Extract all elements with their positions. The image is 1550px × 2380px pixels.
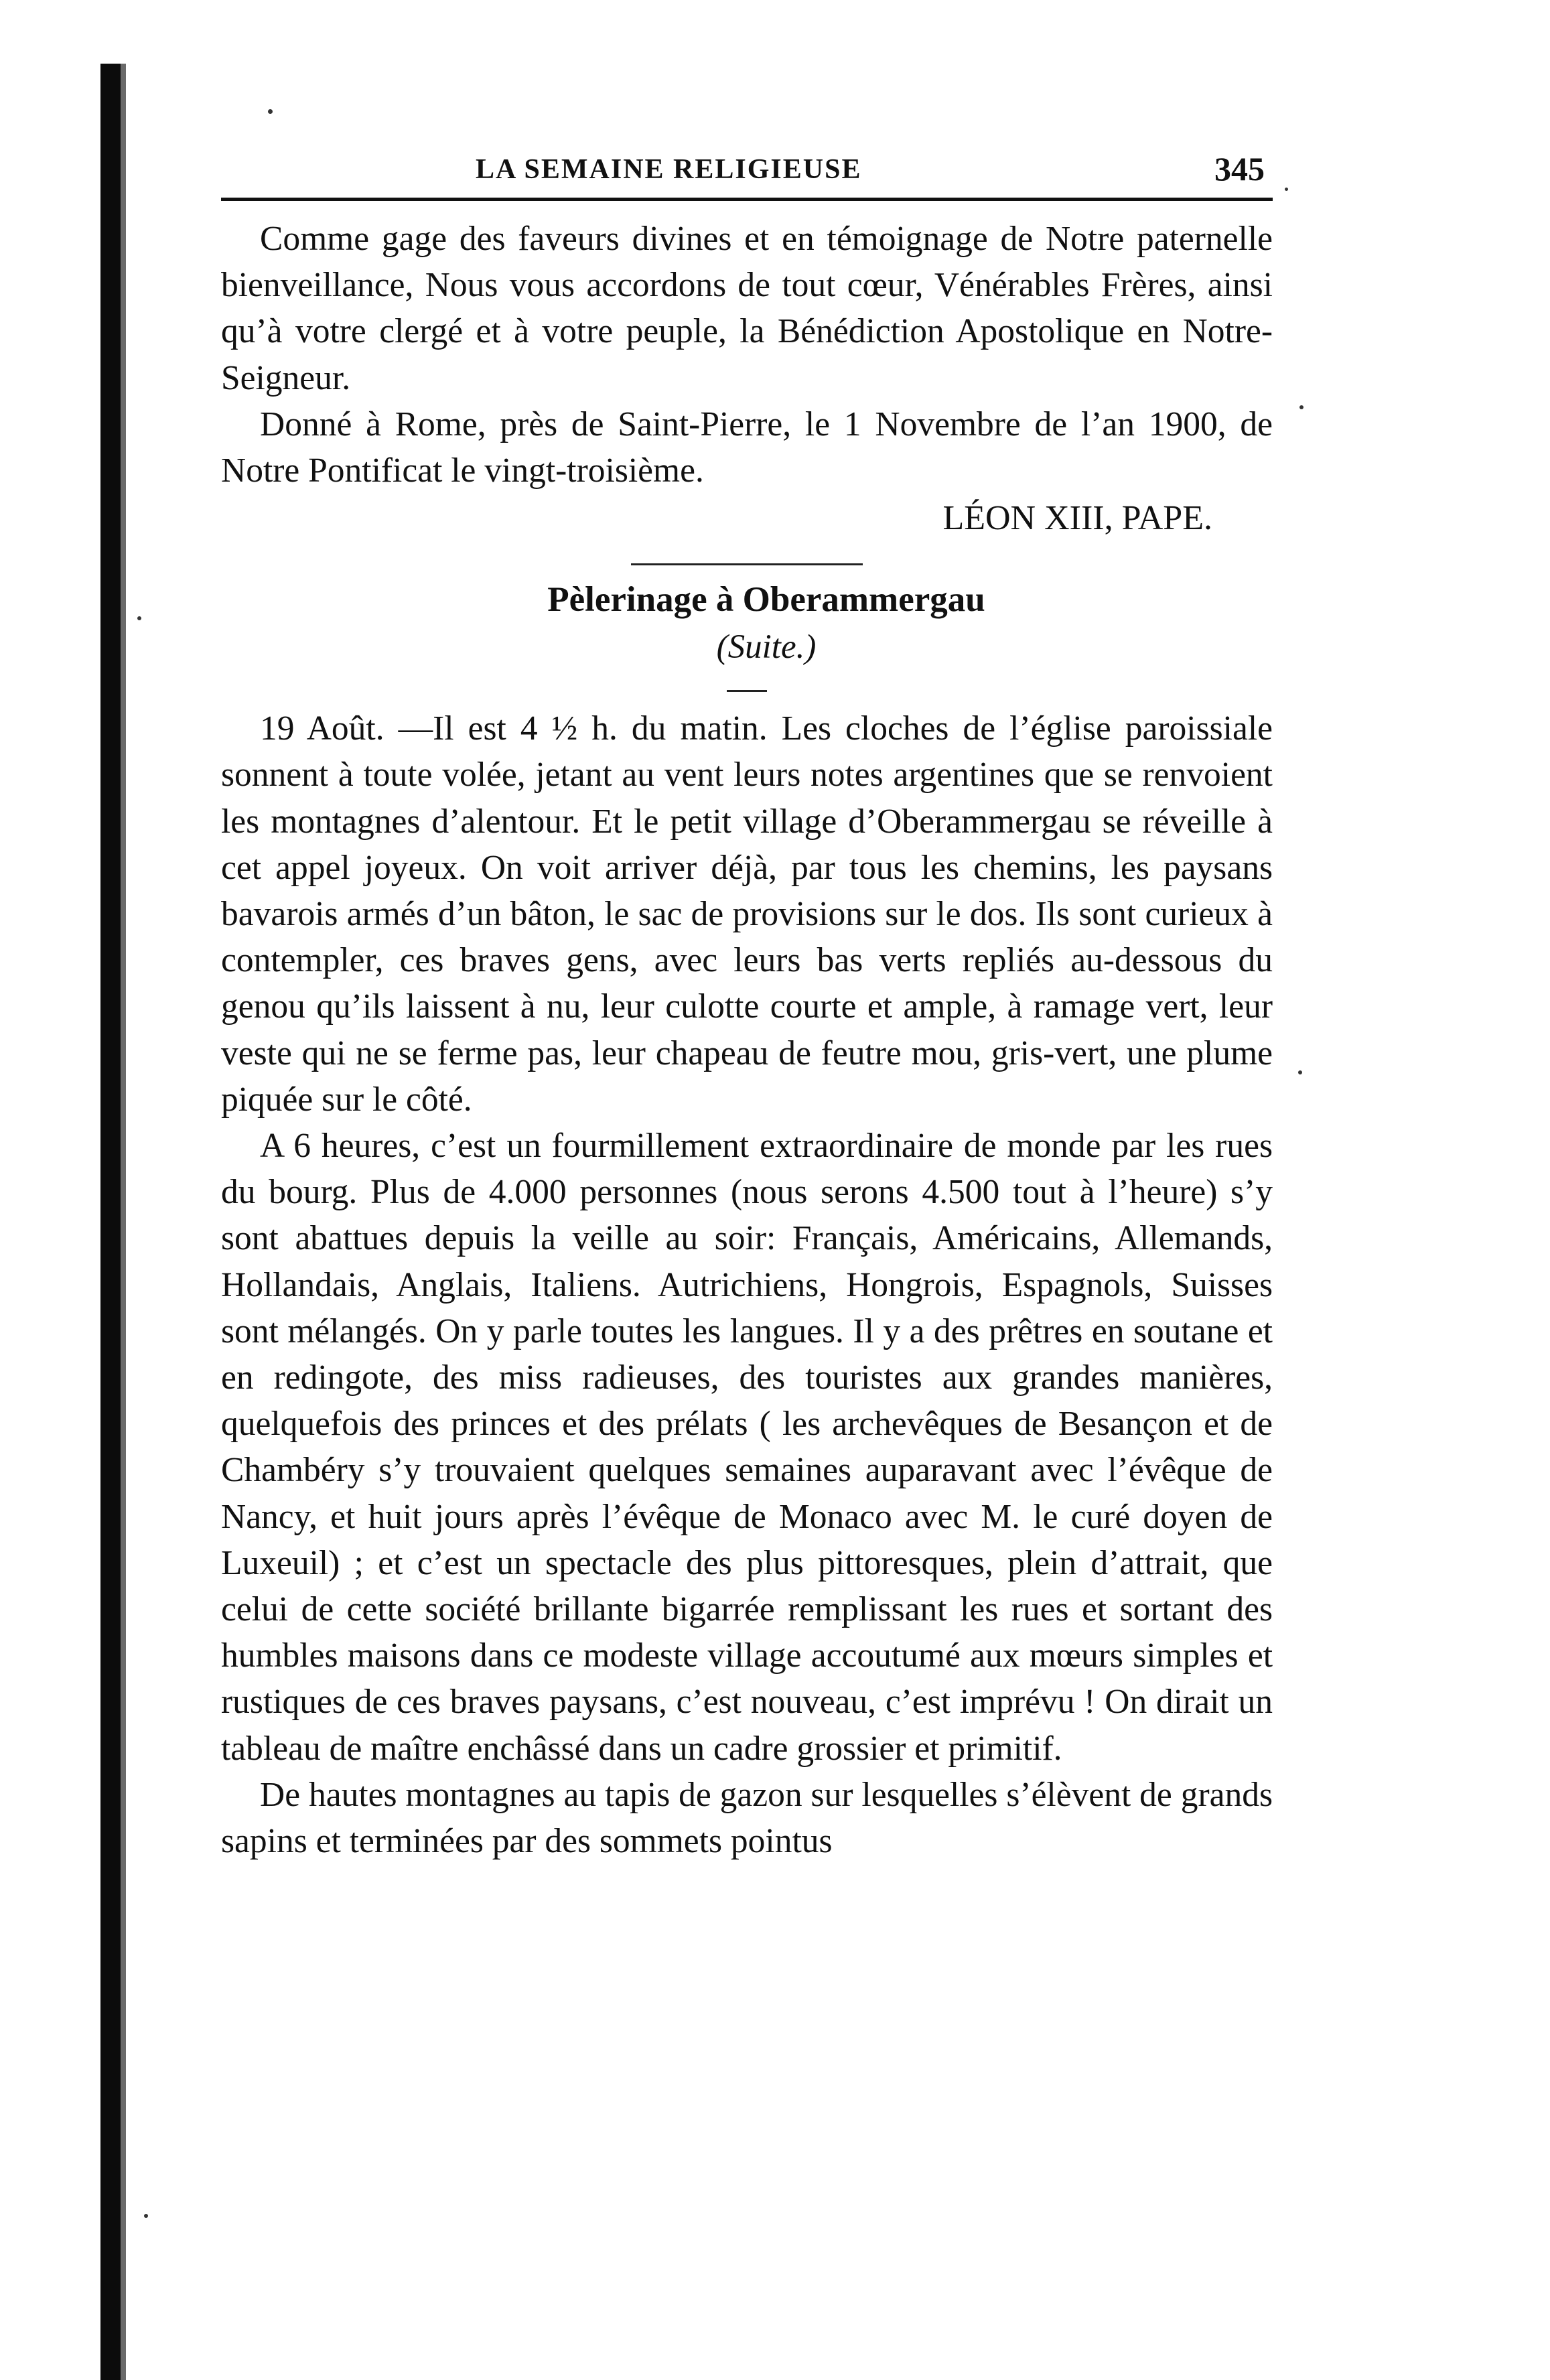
running-head: LA SEMAINE RELIGIEUSE <box>476 154 862 185</box>
page-header <box>221 151 1273 201</box>
section-subtitle: (Suite.) <box>716 628 817 667</box>
letter-paragraph: Donné à Rome, près de Saint-Pierre, le 1 Novembre de l’an 1900, de Notre Pontificat le vingt-troisième. <box>221 405 1273 490</box>
print-speck <box>1299 405 1304 409</box>
print-speck <box>1285 188 1288 191</box>
print-speck <box>137 616 141 620</box>
date-lead: 19 Août. <box>260 709 384 748</box>
section-divider <box>631 563 863 565</box>
letter-paragraph: Comme gage des faveurs divines et en témoignage de Notre paternelle bienveillance, Nous vous accordons de tout cœur, Vénérables Frères, ainsi qu’à votre clergé et à votre peuple, la Bénédiction Apostolique en Notre-Seigneur. <box>221 220 1273 397</box>
page-binding-edge <box>100 64 121 2380</box>
article-paragraph: A 6 heures, c’est un fourmillement extraordinaire de monde par les rues du bourg. Plus de 4.000 personnes (nous serons 4.500 tout à l’heure) s’y sont abattues depuis la veille au soir: Français, Américains, Allemands, Hollandais, Anglais, Italiens. Autrichiens, Hongrois, Espagnols, Suisses sont mélangés. On y parle toutes les langues. Il y a des prêtres en soutane et en redingote, des miss radieuses, des touristes aux grandes manières, quelquefois des princes et des prélats ( les archevêques de Besançon et de Chambéry s’y trouvaient quelques semaines auparavant avec l’évêque de Nancy, et huit jours après l’évêque de Monaco avec M. le curé doyen de Luxeuil) ; et c’est un spectacle des plus pittoresques, plein d’attrait, que celui de cette société brillante bigarrée remplissant les rues et sortant des humbles maisons dans ce modeste village accoutumé aux mœurs simples et rustiques de ces braves paysans, c’est nouveau, c’est imprévu ! On dirait un tableau de maître enchâssé dans un cadre grossier et primitif. <box>221 1127 1273 1768</box>
article-paragraph-text: —Il est 4 ½ h. du matin. Les cloches de l’église paroissiale sonnent à toute volée, jetant au vent leurs notes argentines que se renvoient les montagnes d’alentour. Et le petit village d’Oberammergau se réveille à cet appel joyeux. On voit arriver déjà, par tous les chemins, les paysans bavarois armés d’un bâton, le sac de provisions sur le dos. Ils sont curieux à contempler, ces braves gens, avec leurs bas verts repliés au-dessous du genou qu’ils laissent à nu, leur culotte courte et ample, à ramage vert, leur veste qui ne se ferme pas, leur chapeau de feutre mou, gris-vert, une plume piquée sur le côté. <box>221 709 1273 1119</box>
page-number: 345 <box>1214 150 1265 188</box>
page-binding-shadow <box>121 64 126 2380</box>
article-paragraph: De hautes montagnes au tapis de gazon sur lesquelles s’élèvent de grands sapins et terminées par des sommets pointus <box>221 1775 1273 1861</box>
body-text <box>221 216 1273 1864</box>
page-content <box>221 151 1273 1864</box>
print-speck <box>268 109 273 114</box>
signature: LÉON XIII, PAPE. <box>942 499 1212 538</box>
section-title: Pèlerinage à Oberammergau <box>547 580 985 620</box>
print-speck <box>144 2214 148 2218</box>
subtitle-divider <box>727 690 767 692</box>
article-paragraph <box>221 705 1273 1123</box>
print-speck <box>1298 1070 1302 1074</box>
